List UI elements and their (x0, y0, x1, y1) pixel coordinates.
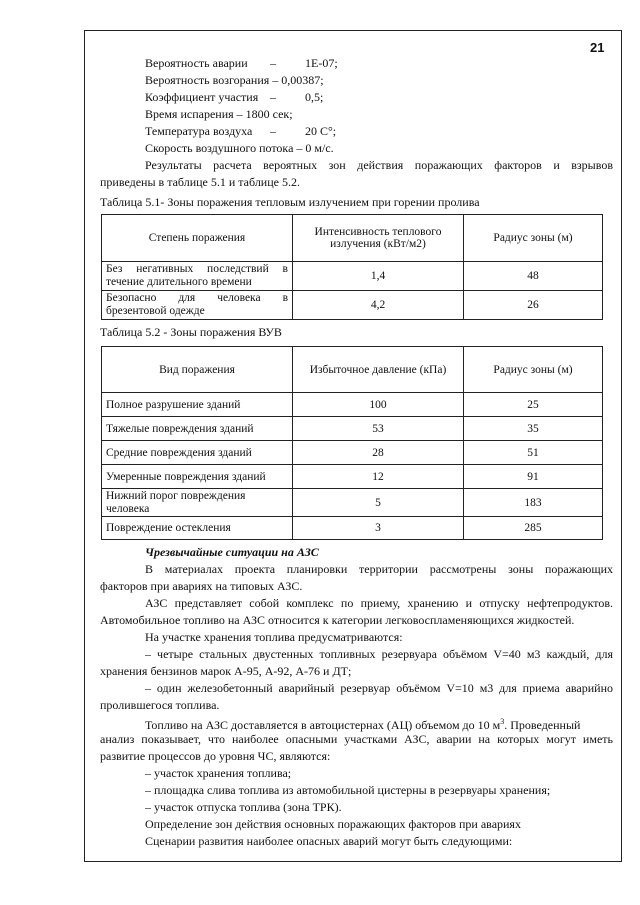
body-line: анализ показывает, что наиболее опасными участками АЗС, аварии на которых могут иметь (100, 732, 613, 746)
table-header-cell: Вид поражения (102, 347, 293, 393)
table-row (102, 393, 603, 417)
table-cell: Умеренные повреждения зданий (102, 465, 293, 489)
param-value: 0,5; (305, 90, 324, 104)
table-cell: 5 (293, 489, 464, 517)
table-header-cell: Радиус зоны (м) (464, 347, 603, 393)
param-label: Вероятность аварии (145, 56, 248, 70)
param-label: Коэффициент участия (145, 90, 259, 104)
param-value: 20 C°; (305, 124, 337, 138)
table-cell: 100 (293, 393, 464, 417)
table-cell: 91 (464, 465, 603, 489)
table-row (102, 465, 603, 489)
table-header-cell: Степень поражения (102, 215, 293, 262)
param-sep: – (270, 124, 276, 138)
section-title: Чрезвычайные ситуации на АЗС (145, 545, 319, 559)
table-cell (102, 291, 293, 320)
table-cell: 26 (464, 291, 603, 320)
body-text: . Проведенный (504, 718, 581, 732)
param-line: Время испарения – 1800 сек; (145, 107, 293, 121)
cell-line: течение длительного времени (106, 276, 252, 288)
body-line: – один железобетонный аварийный резервуар объёмом V=10 м3 для приема аварийно (145, 681, 613, 695)
param-value: 1E-07; (305, 56, 338, 70)
table1-caption: Таблица 5.1- Зоны поражения тепловым излучением при горении пролива (100, 195, 480, 209)
table-cell: Нижний порог повреждения человека (102, 489, 293, 517)
table-row (102, 291, 603, 320)
superscript: 3 (500, 717, 505, 726)
cell-line: брезентовой одежде (106, 305, 205, 317)
param-line (145, 124, 337, 138)
table-header-row (102, 347, 603, 393)
table-row (102, 262, 603, 291)
body-line: Автомобильное топливо на АЗС относится к категории легковоспламеняющихся жидкостей. (100, 613, 575, 627)
param-line: Скорость воздушного потока – 0 м/с. (145, 141, 334, 155)
table-header-cell: Радиус зоны (м) (464, 215, 603, 262)
body-line: Определение зон действия основных поражающих факторов при авариях (145, 817, 521, 831)
table-cell: 48 (464, 262, 603, 291)
results-text: Результаты расчета вероятных зон действия поражающих факторов и взрывов (145, 158, 613, 172)
table-header-row (102, 215, 603, 262)
table-row (102, 489, 603, 517)
param-line: Вероятность возгорания – 0,00387; (145, 73, 324, 87)
table-row (102, 417, 603, 441)
table-cell: 183 (464, 489, 603, 517)
table-cell: 51 (464, 441, 603, 465)
body-line: – четыре стальных двустенных топливных резервуара объёмом V=40 м3 каждый, для (145, 647, 613, 661)
table-cell: 3 (293, 517, 464, 540)
body-line: развитие процессов до уровня ЧС, являются: (100, 749, 331, 763)
body-line: хранения бензинов марок А-95, А-92, А-76 и ДТ; (100, 664, 352, 678)
table-header-cell: Избыточное давление (кПа) (293, 347, 464, 393)
table-cell: Повреждение остекления (102, 517, 293, 540)
table1 (101, 214, 603, 320)
table-row (102, 517, 603, 540)
table-cell: 53 (293, 417, 464, 441)
param-sep: – (270, 90, 276, 104)
body-text: Топливо на АЗС доставляется в автоцистернах (АЦ) объемом до 10 м (145, 718, 501, 732)
table-row (102, 441, 603, 465)
param-line (145, 90, 324, 104)
list-item: – участок отпуска топлива (зона ТРК). (145, 800, 342, 814)
param-label: Температура воздуха (145, 124, 253, 138)
body-line: пролившегося топлива. (100, 698, 220, 712)
param-sep: – (270, 56, 276, 70)
list-item: – площадка слива топлива из автомобильной цистерны в резервуары хранения; (145, 783, 551, 797)
results-text: приведены в таблице 5.1 и таблице 5.2. (100, 175, 300, 189)
table-cell: 1,4 (293, 262, 464, 291)
table-cell: 35 (464, 417, 603, 441)
cell-line: Безопасно для человека в (106, 292, 288, 304)
table-cell (102, 262, 293, 291)
body-line (145, 715, 613, 732)
body-line: В материалах проекта планировки территории рассмотрены зоны поражающих (145, 562, 613, 576)
table-cell: 285 (464, 517, 603, 540)
param-line (145, 56, 338, 70)
body-line: Сценарии развития наиболее опасных аварий могут быть следующими: (145, 834, 513, 848)
table-header-cell: Интенсивность теплового излучения (кВт/м2) (293, 215, 464, 262)
table-cell: Средние повреждения зданий (102, 441, 293, 465)
list-item: – участок хранения топлива; (145, 766, 292, 780)
table-cell: 28 (293, 441, 464, 465)
table-cell: 4,2 (293, 291, 464, 320)
table-cell: 12 (293, 465, 464, 489)
table-cell: Тяжелые повреждения зданий (102, 417, 293, 441)
table-cell: Полное разрушение зданий (102, 393, 293, 417)
body-line: На участке хранения топлива предусматриваются: (145, 630, 403, 644)
table-cell: 25 (464, 393, 603, 417)
page-number: 21 (590, 40, 605, 55)
body-line: АЗС представляет собой комплекс по приему, хранению и отпуску нефтепродуктов. (145, 596, 613, 610)
table2 (101, 346, 603, 540)
table2-caption: Таблица 5.2 - Зоны поражения ВУВ (100, 325, 282, 339)
cell-line: Без негативных последствий в (106, 263, 288, 275)
body-line: факторов при авариях на типовых АЗС. (100, 579, 303, 593)
